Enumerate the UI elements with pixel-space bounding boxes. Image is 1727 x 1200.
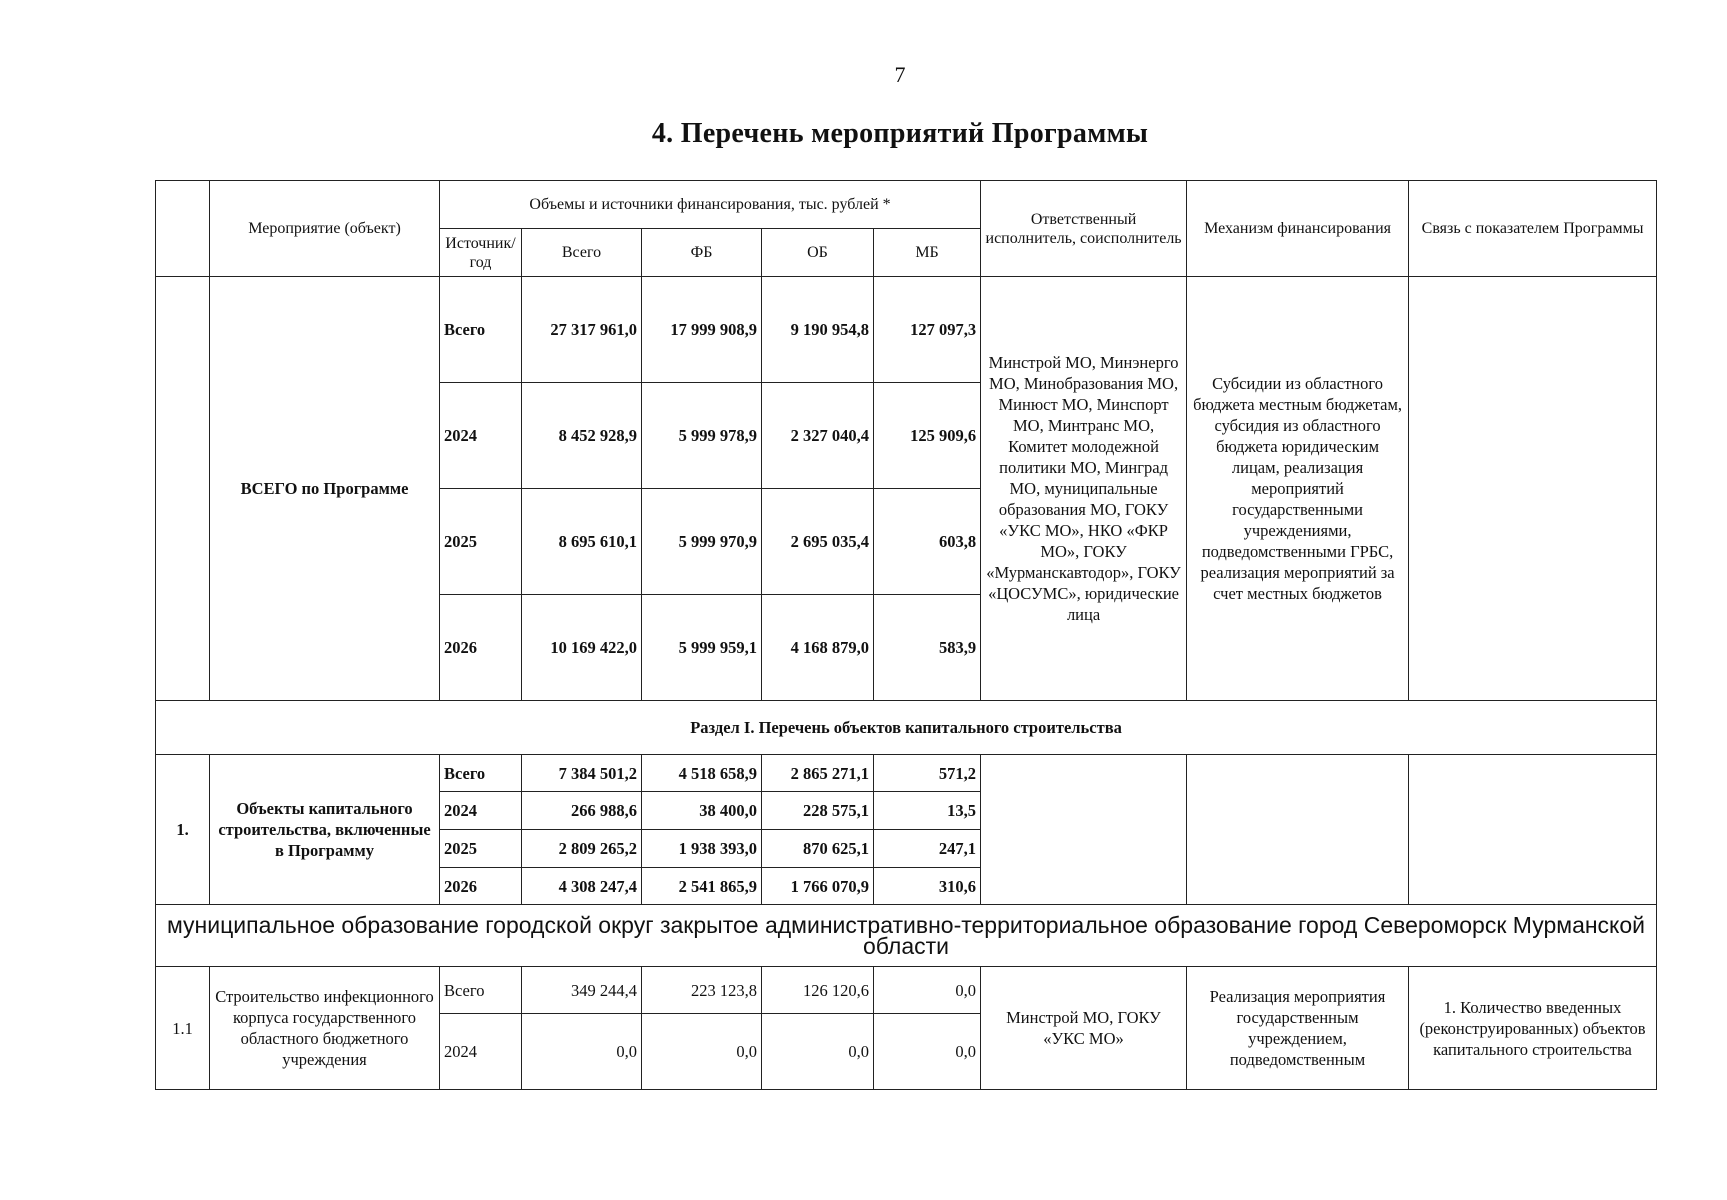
year-cell: 2025 <box>440 489 522 595</box>
ob-cell: 2 327 040,4 <box>762 383 874 489</box>
fb-cell: 5 999 978,9 <box>642 383 762 489</box>
program-table <box>155 180 1657 755</box>
program-mechanism: Субсидии из областного бюджета местным бюджетам, субсидия из областного бюджета юридическим лицам, реализация мероприятий государственными учреждениями, подведомственными ГРБС, реализация мероприятий за счет местных бюджетов <box>1187 277 1409 701</box>
section-row <box>156 701 1657 755</box>
item11-num: 1.1 <box>156 967 210 1090</box>
item1-num: 1. <box>156 755 210 905</box>
header-total: Всего <box>522 229 642 277</box>
item1-label: Объекты капитального строительства, включенные в Программу <box>210 755 440 905</box>
item1-mechanism <box>1187 755 1409 905</box>
item1-link <box>1409 755 1657 905</box>
fb-cell: 1 938 393,0 <box>642 830 762 868</box>
total-cell: 2 809 265,2 <box>522 830 642 868</box>
header-source-year: Источник/ год <box>440 229 522 277</box>
program-link <box>1409 277 1657 701</box>
fb-cell: 223 123,8 <box>642 967 762 1014</box>
header-executor: Ответственный исполнитель, соисполнитель <box>981 181 1187 277</box>
fb-cell: 2 541 865,9 <box>642 868 762 905</box>
year-cell: Всего <box>440 755 522 792</box>
year-cell: Всего <box>440 967 522 1014</box>
ob-cell: 0,0 <box>762 1014 874 1090</box>
fb-cell: 38 400,0 <box>642 792 762 830</box>
fb-cell: 4 518 658,9 <box>642 755 762 792</box>
municipality-row <box>156 905 1657 967</box>
year-cell: Всего <box>440 277 522 383</box>
total-cell: 27 317 961,0 <box>522 277 642 383</box>
year-cell: 2026 <box>440 595 522 701</box>
ob-cell: 2 865 271,1 <box>762 755 874 792</box>
mb-cell: 127 097,3 <box>874 277 981 383</box>
table-row <box>156 967 1657 1014</box>
ob-cell: 4 168 879,0 <box>762 595 874 701</box>
mb-cell: 583,9 <box>874 595 981 701</box>
year-cell: 2024 <box>440 1014 522 1090</box>
header-ob: ОБ <box>762 229 874 277</box>
header-link: Связь с показателем Программы <box>1409 181 1657 277</box>
total-cell: 4 308 247,4 <box>522 868 642 905</box>
fb-cell: 17 999 908,9 <box>642 277 762 383</box>
total-cell: 10 169 422,0 <box>522 595 642 701</box>
mb-cell: 0,0 <box>874 967 981 1014</box>
section-title: Раздел I. Перечень объектов капитального строительства <box>156 701 1657 755</box>
item11-mechanism: Реализация мероприятия государственным учреждением, подведомственным <box>1187 967 1409 1090</box>
fb-cell: 5 999 959,1 <box>642 595 762 701</box>
ob-cell: 870 625,1 <box>762 830 874 868</box>
table-row <box>156 755 1657 792</box>
program-label: ВСЕГО по Программе <box>210 277 440 701</box>
mb-cell: 13,5 <box>874 792 981 830</box>
item11-link: 1. Количество введенных (реконструированных) объектов капитального строительства <box>1409 967 1657 1090</box>
program-num-cell <box>156 277 210 701</box>
mb-cell: 247,1 <box>874 830 981 868</box>
total-cell: 7 384 501,2 <box>522 755 642 792</box>
year-cell: 2026 <box>440 868 522 905</box>
item11-label: Строительство инфекционного корпуса государственного областного бюджетного учреждения <box>210 967 440 1090</box>
ob-cell: 9 190 954,8 <box>762 277 874 383</box>
mb-cell: 603,8 <box>874 489 981 595</box>
item11-executor: Минстрой МО, ГОКУ «УКС МО» <box>981 967 1187 1090</box>
header-activity: Мероприятие (объект) <box>210 181 440 277</box>
ob-cell: 2 695 035,4 <box>762 489 874 595</box>
header-num-cell <box>156 181 210 277</box>
item1-table <box>155 754 1657 1090</box>
page-number: 7 <box>894 62 906 87</box>
fb-cell: 0,0 <box>642 1014 762 1090</box>
program-executor: Минстрой МО, Минэнерго МО, Минобразования МО, Минюст МО, Минспорт МО, Минтранс МО, Комитет молодежной политики МО, Минград МО, муниципальные образования МО, ГОКУ «УКС МО», НКО «ФКР МО», ГОКУ «Мурманскавтодор», ГОКУ «ЦОСУМС», юридические лица <box>981 277 1187 701</box>
total-cell: 0,0 <box>522 1014 642 1090</box>
total-cell: 349 244,4 <box>522 967 642 1014</box>
header-funding: Объемы и источники финансирования, тыс. рублей * <box>440 181 981 229</box>
mb-cell: 310,6 <box>874 868 981 905</box>
year-cell: 2024 <box>440 792 522 830</box>
header-mechanism: Механизм финансирования <box>1187 181 1409 277</box>
item1-executor <box>981 755 1187 905</box>
page-title: 4. Перечень мероприятий Программы <box>651 118 1149 149</box>
mb-cell: 125 909,6 <box>874 383 981 489</box>
ob-cell: 228 575,1 <box>762 792 874 830</box>
fb-cell: 5 999 970,9 <box>642 489 762 595</box>
mb-cell: 571,2 <box>874 755 981 792</box>
total-cell: 266 988,6 <box>522 792 642 830</box>
mb-cell: 0,0 <box>874 1014 981 1090</box>
ob-cell: 126 120,6 <box>762 967 874 1014</box>
year-cell: 2025 <box>440 830 522 868</box>
table-row <box>156 277 1657 383</box>
ob-cell: 1 766 070,9 <box>762 868 874 905</box>
municipality-title: муниципальное образование городской округ закрытое административно-территориальное образование город Североморск Мурманской области <box>156 905 1657 967</box>
header-fb: ФБ <box>642 229 762 277</box>
total-cell: 8 695 610,1 <box>522 489 642 595</box>
year-cell: 2024 <box>440 383 522 489</box>
header-mb: МБ <box>874 229 981 277</box>
total-cell: 8 452 928,9 <box>522 383 642 489</box>
